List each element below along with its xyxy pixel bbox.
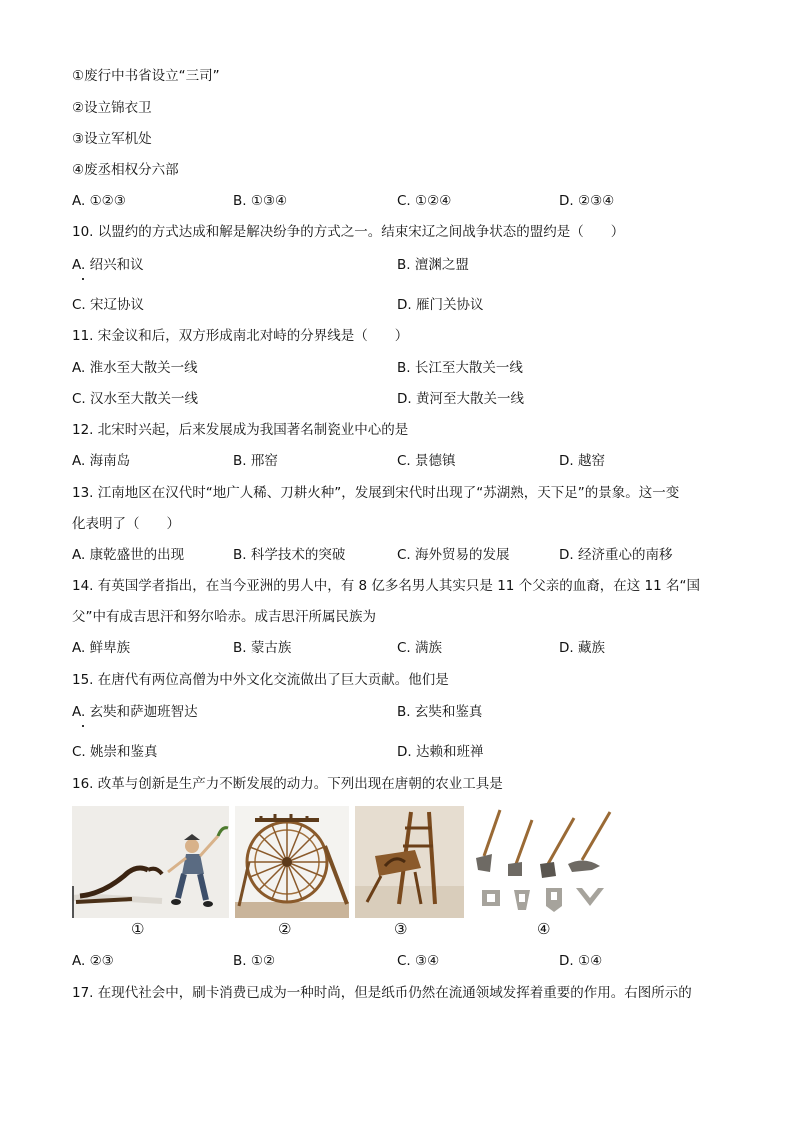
wooden-frame-tool-image: [355, 806, 464, 918]
q13-option-c: C. 海外贸易的发展: [397, 547, 510, 563]
q9-option-c: C. ①②④: [397, 193, 452, 209]
q9-item-2: ②设立锦衣卫: [72, 100, 152, 116]
q16-stem: 16. 改革与创新是生产力不断发展的动力。下列出现在唐朝的农业工具是: [72, 776, 503, 792]
curved-plow-image: [72, 806, 229, 918]
q9-item-3: ③设立军机处: [72, 131, 152, 147]
q15-stem: 15. 在唐代有两位高僧为中外文化交流做出了巨大贡献。他们是: [72, 672, 449, 688]
q12-option-b: B. 邢窑: [233, 453, 278, 469]
figure-label-4: ④: [537, 920, 551, 938]
q9-item-1: ①废行中书省设立“三司”: [72, 68, 220, 84]
q15-option-c: C. 姚崇和鉴真: [72, 744, 158, 760]
q14-stem-line1: 14. 有英国学者指出，在当今亚洲的男人中，有 8 亿多名男人其实只是 11 个父亲的血裔，在这 11 名“国: [72, 578, 700, 594]
q14-stem-line2: 父”中有成吉思汗和努尔哈赤。成吉思汗所属民族为: [72, 609, 376, 625]
q16-option-a: A. ②③: [72, 953, 114, 969]
q16-option-b: B. ①②: [233, 953, 276, 969]
q17-stem: 17. 在现代社会中，刷卡消费已成为一种时尚，但是纸币仍然在流通领域发挥着重要的作用。右图所示的: [72, 985, 692, 1001]
q16-option-c: C. ③④: [397, 953, 440, 969]
q15-option-b: B. 玄奘和鉴真: [397, 704, 483, 720]
iron-tools-image: [472, 806, 618, 918]
q12-stem: 12. 北宋时兴起，后来发展成为我国著名制瓷业中心的是: [72, 422, 409, 438]
q9-option-d: D. ②③④: [559, 193, 615, 209]
q14-option-d: D. 藏族: [559, 640, 605, 656]
q14-option-a: A. 鲜卑族: [72, 640, 131, 656]
q12-option-c: C. 景德镇: [397, 453, 456, 469]
q12-option-a: A. 海南岛: [72, 453, 131, 469]
q15-option-d: D. 达赖和班禅: [397, 744, 484, 760]
q9-option-b: B. ①③④: [233, 193, 288, 209]
emphasis-dot: [82, 725, 84, 727]
q11-option-d: D. 黄河至大散关一线: [397, 391, 524, 407]
q10-option-c: C. 宋辽协议: [72, 297, 145, 313]
q13-option-d: D. 经济重心的南移: [559, 547, 673, 563]
q9-option-a: A. ①②③: [72, 193, 126, 209]
figure-label-1: ①: [131, 920, 145, 938]
q10-stem: 10. 以盟约的方式达成和解是解决纷争的方式之一。结束宋辽之间战争状态的盟约是（ ）: [72, 224, 625, 240]
q13-stem-line2: 化表明了（ ）: [72, 516, 180, 532]
emphasis-dot: [82, 278, 84, 280]
q9-item-4: ④废丞相权分六部: [72, 162, 179, 178]
figure-label-3: ③: [394, 920, 408, 938]
q13-option-a: A. 康乾盛世的出现: [72, 547, 185, 563]
figure-label-2: ②: [278, 920, 292, 938]
q15-option-a: A. 玄奘和萨迦班智达: [72, 704, 198, 720]
q11-option-c: C. 汉水至大散关一线: [72, 391, 199, 407]
q11-option-a: A. 淮水至大散关一线: [72, 360, 198, 376]
water-wheel-image: [235, 806, 349, 918]
q13-stem-line1: 13. 江南地区在汉代时“地广人稀、刀耕火种”，发展到宋代时出现了“苏湖熟，天下足”的景象。这一变: [72, 485, 680, 501]
q16-option-d: D. ①④: [559, 953, 603, 969]
q14-option-b: B. 蒙古族: [233, 640, 292, 656]
q10-option-d: D. 雁门关协议: [397, 297, 484, 313]
q11-stem: 11. 宋金议和后，双方形成南北对峙的分界线是（ ）: [72, 328, 409, 344]
q11-option-b: B. 长江至大散关一线: [397, 360, 523, 376]
q14-option-c: C. 满族: [397, 640, 443, 656]
q13-option-b: B. 科学技术的突破: [233, 547, 346, 563]
q10-option-a: A. 绍兴和议: [72, 257, 144, 273]
q10-option-b: B. 澶渊之盟: [397, 257, 469, 273]
q12-option-d: D. 越窑: [559, 453, 605, 469]
